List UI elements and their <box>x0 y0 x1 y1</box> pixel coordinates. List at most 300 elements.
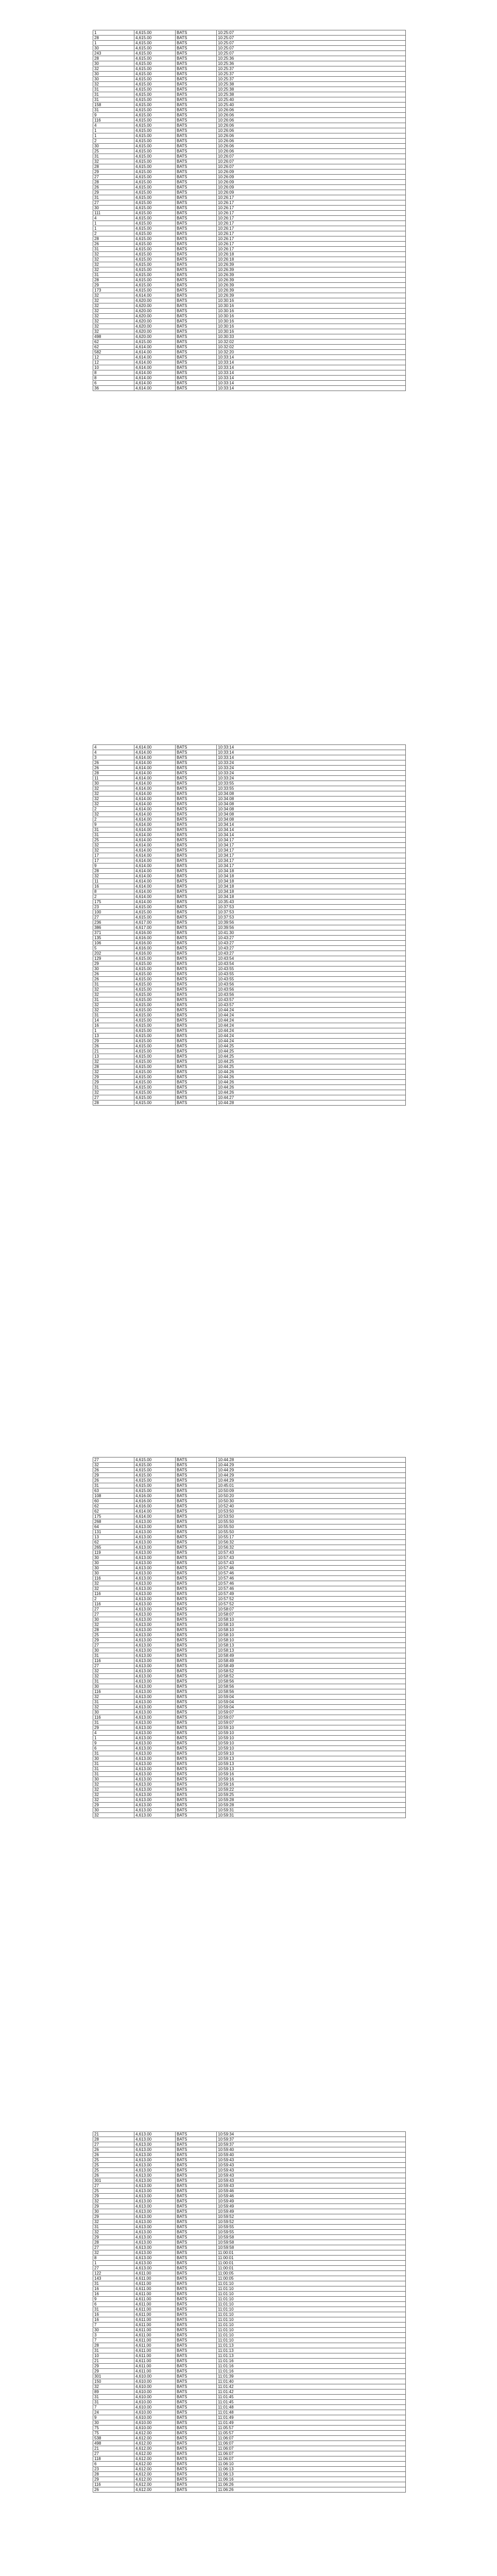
trade-price-cell: 4,613.00 <box>134 1602 176 1607</box>
trade-price-cell: 4,612.00 <box>134 2482 176 2487</box>
trade-price-cell: 4,615.00 <box>134 164 176 170</box>
trade-row <box>93 1761 406 1767</box>
trade-time-cell: 10:58:52 <box>217 1674 406 1679</box>
trade-quantity-cell: 32 <box>93 324 134 329</box>
trade-time-cell: 10:25:38 <box>217 82 406 87</box>
trade-price-cell: 4,615.00 <box>134 1090 176 1095</box>
trade-row <box>93 345 406 350</box>
trade-price-cell: 4,614.00 <box>134 365 176 370</box>
trade-price-cell: 4,611.00 <box>134 2281 176 2286</box>
trade-price-cell: 4,614.00 <box>134 293 176 298</box>
trade-exchange-cell: BATS <box>176 936 217 941</box>
trade-price-cell: 4,615.00 <box>134 1080 176 1085</box>
trade-time-cell: 10:59:07 <box>217 1710 406 1715</box>
trade-time-cell: 10:58:49 <box>217 1664 406 1669</box>
trade-row <box>93 1581 406 1586</box>
trade-quantity-cell: 1 <box>93 1028 134 1033</box>
trade-exchange-cell: BATS <box>176 967 217 972</box>
trade-quantity-cell: 27 <box>93 1607 134 1612</box>
trade-exchange-cell: BATS <box>176 61 217 66</box>
trade-exchange-cell: BATS <box>176 1028 217 1033</box>
trade-exchange-cell: BATS <box>176 175 217 180</box>
trade-time-cell: 10:26:06 <box>217 118 406 123</box>
trade-row <box>93 1622 406 1628</box>
trade-row <box>93 97 406 103</box>
trade-price-cell: 4,611.00 <box>134 2364 176 2369</box>
trade-exchange-cell: BATS <box>176 2189 217 2194</box>
trade-exchange-cell: BATS <box>176 2317 217 2323</box>
trade-time-cell: 10:32:20 <box>217 350 406 355</box>
trade-exchange-cell: BATS <box>176 1545 217 1550</box>
trade-exchange-cell: BATS <box>176 221 217 226</box>
trade-row <box>93 1033 406 1039</box>
trade-quantity-cell: 28 <box>93 56 134 61</box>
trade-exchange-cell: BATS <box>176 920 217 925</box>
trade-time-cell: 10:59:55 <box>217 2230 406 2235</box>
trade-exchange-cell: BATS <box>176 288 217 293</box>
trade-exchange-cell: BATS <box>176 781 217 786</box>
trade-row <box>93 2405 406 2410</box>
trade-exchange-cell: BATS <box>176 1100 217 1106</box>
trade-time-cell: 10:43:55 <box>217 977 406 982</box>
trade-quantity-cell: 26 <box>93 2147 134 2153</box>
trade-exchange-cell: BATS <box>176 2451 217 2456</box>
trade-price-cell: 4,613.00 <box>134 1633 176 1638</box>
trade-exchange-cell: BATS <box>176 2420 217 2426</box>
trade-quantity-cell: 30 <box>93 1684 134 1689</box>
trade-row <box>93 2173 406 2178</box>
trade-exchange-cell: BATS <box>176 1488 217 1494</box>
trade-time-cell: 10:50:30 <box>217 1499 406 1504</box>
trade-exchange-cell: BATS <box>176 1550 217 1555</box>
trade-time-cell: 10:44:26 <box>217 1070 406 1075</box>
trade-quantity-cell: 32 <box>93 257 134 262</box>
trade-quantity-cell: 582 <box>93 350 134 355</box>
trade-exchange-cell: BATS <box>176 2225 217 2230</box>
trade-quantity-cell: 62 <box>93 1509 134 1514</box>
trade-time-cell: 10:34:08 <box>217 812 406 817</box>
trade-price-cell: 4,613.00 <box>134 1803 176 1808</box>
trade-quantity-cell: 32 <box>93 992 134 997</box>
trade-quantity-cell: 122 <box>93 2271 134 2276</box>
trade-price-cell: 4,613.00 <box>134 1669 176 1674</box>
trade-exchange-cell: BATS <box>176 2456 217 2462</box>
trade-time-cell: 10:58:10 <box>217 1628 406 1633</box>
trade-exchange-cell: BATS <box>176 200 217 206</box>
trade-exchange-cell: BATS <box>176 796 217 802</box>
trade-time-cell: 10:43:27 <box>217 951 406 956</box>
trade-row <box>93 1044 406 1049</box>
trade-row <box>93 1468 406 1473</box>
trade-quantity-cell: 29 <box>93 2369 134 2374</box>
trade-exchange-cell: BATS <box>176 1705 217 1710</box>
trade-time-cell: 10:33:14 <box>217 376 406 381</box>
trade-row <box>93 1085 406 1090</box>
trade-price-cell: 4,613.00 <box>134 1622 176 1628</box>
trade-exchange-cell: BATS <box>176 1095 217 1100</box>
trade-time-cell: 10:34:08 <box>217 817 406 822</box>
trade-exchange-cell: BATS <box>176 82 217 87</box>
trade-price-cell: 4,615.00 <box>134 180 176 185</box>
trade-time-cell: 10:59:55 <box>217 2225 406 2230</box>
trade-time-cell: 10:43:57 <box>217 1003 406 1008</box>
trade-time-cell: 10:25:38 <box>217 92 406 97</box>
trade-row <box>93 2132 406 2137</box>
trade-price-cell: 4,613.00 <box>134 1705 176 1710</box>
trade-price-cell: 4,615.00 <box>134 1003 176 1008</box>
trade-time-cell: 10:57:46 <box>217 1576 406 1581</box>
trade-exchange-cell: BATS <box>176 1519 217 1524</box>
trade-row <box>93 987 406 992</box>
trade-exchange-cell: BATS <box>176 925 217 930</box>
trade-exchange-cell: BATS <box>176 874 217 879</box>
trade-price-cell: 4,614.00 <box>134 355 176 360</box>
trade-time-cell: 11:06:07 <box>217 2451 406 2456</box>
trade-time-cell: 10:33:55 <box>217 781 406 786</box>
trade-quantity-cell: 27 <box>93 175 134 180</box>
trade-exchange-cell: BATS <box>176 345 217 350</box>
trade-time-cell: 10:59:52 <box>217 2219 406 2225</box>
trade-exchange-cell: BATS <box>176 1044 217 1049</box>
trade-row <box>93 1777 406 1782</box>
trade-price-cell: 4,615.00 <box>134 1473 176 1478</box>
trade-row <box>93 1018 406 1023</box>
trade-price-cell: 4,615.00 <box>134 139 176 144</box>
trade-time-cell: 10:30:16 <box>217 329 406 334</box>
trade-quantity-cell: 28 <box>93 164 134 170</box>
trade-quantity-cell: 8 <box>93 370 134 376</box>
trade-row <box>93 118 406 123</box>
trade-row <box>93 936 406 941</box>
trade-row <box>93 812 406 817</box>
trade-price-cell: 4,614.00 <box>134 807 176 812</box>
trade-time-cell: 10:26:17 <box>217 216 406 221</box>
trade-exchange-cell: BATS <box>176 1468 217 1473</box>
trade-quantity-cell: 32 <box>93 2384 134 2389</box>
trade-exchange-cell: BATS <box>176 982 217 987</box>
trade-exchange-cell: BATS <box>176 1808 217 1813</box>
trade-time-cell: 10:37:53 <box>217 915 406 920</box>
trade-price-cell: 4,613.00 <box>134 2158 176 2163</box>
trade-time-cell: 11:01:13 <box>217 2343 406 2348</box>
trade-quantity-cell: 60 <box>93 1499 134 1504</box>
trade-row <box>93 2142 406 2147</box>
trade-exchange-cell: BATS <box>176 2477 217 2482</box>
trade-quantity-cell: 29 <box>93 1473 134 1478</box>
trade-quantity-cell: 31 <box>93 247 134 252</box>
trade-time-cell: 10:58:56 <box>217 1689 406 1694</box>
trade-time-cell: 11:00:01 <box>217 2256 406 2261</box>
trade-price-cell: 4,612.00 <box>134 2436 176 2441</box>
trade-quantity-cell: 202 <box>93 951 134 956</box>
trade-exchange-cell: BATS <box>176 1463 217 1468</box>
trade-row <box>93 360 406 365</box>
trade-exchange-cell: BATS <box>176 41 217 46</box>
trade-row <box>93 92 406 97</box>
trade-time-cell: 10:59:37 <box>217 2137 406 2142</box>
trade-exchange-cell: BATS <box>176 1566 217 1571</box>
trade-exchange-cell: BATS <box>176 807 217 812</box>
trade-price-cell: 4,615.00 <box>134 195 176 200</box>
trade-price-cell: 4,615.00 <box>134 1054 176 1059</box>
trade-row <box>93 139 406 144</box>
trade-time-cell: 10:30:16 <box>217 324 406 329</box>
trade-exchange-cell: BATS <box>176 2436 217 2441</box>
trade-quantity-cell: 30 <box>93 1555 134 1561</box>
trade-time-cell: 10:44:24 <box>217 1008 406 1013</box>
trade-exchange-cell: BATS <box>176 242 217 247</box>
trade-exchange-cell: BATS <box>176 766 217 771</box>
trade-time-cell: 10:26:06 <box>217 149 406 154</box>
trade-row <box>93 1090 406 1095</box>
trade-time-cell: 10:59:04 <box>217 1705 406 1710</box>
trade-row <box>93 36 406 41</box>
trade-price-cell: 4,620.00 <box>134 329 176 334</box>
trade-exchange-cell: BATS <box>176 1689 217 1694</box>
trade-exchange-cell: BATS <box>176 1458 217 1463</box>
trade-exchange-cell: BATS <box>176 2168 217 2173</box>
trade-row <box>93 1524 406 1530</box>
trade-quantity-cell: 150 <box>93 2379 134 2384</box>
trade-row <box>93 350 406 355</box>
trade-exchange-cell: BATS <box>176 750 217 755</box>
trade-time-cell: 10:25:40 <box>217 103 406 108</box>
trade-quantity-cell: 7 <box>93 2405 134 2410</box>
trade-time-cell: 10:26:39 <box>217 262 406 267</box>
trade-quantity-cell: 31 <box>93 1013 134 1018</box>
trade-price-cell: 4,613.00 <box>134 1612 176 1617</box>
trade-time-cell: 10:59:49 <box>217 2199 406 2204</box>
trade-price-cell: 4,613.00 <box>134 1741 176 1746</box>
trade-row <box>93 231 406 236</box>
trade-row <box>93 30 406 36</box>
trade-quantity-cell: 8 <box>93 2256 134 2261</box>
trade-time-cell: 10:34:08 <box>217 802 406 807</box>
trade-time-cell: 10:34:18 <box>217 879 406 884</box>
trade-quantity-cell: 2 <box>93 894 134 900</box>
trade-quantity-cell: 1 <box>93 30 134 36</box>
trade-quantity-cell: 32 <box>93 874 134 879</box>
trade-quantity-cell: 29 <box>93 1725 134 1731</box>
trade-exchange-cell: BATS <box>176 92 217 97</box>
trade-price-cell: 4,615.00 <box>134 51 176 56</box>
trade-quantity-cell: 32 <box>93 1622 134 1628</box>
trade-row <box>93 2477 406 2482</box>
trade-price-cell: 4,610.00 <box>134 2379 176 2384</box>
trade-quantity-cell: 32 <box>93 314 134 319</box>
trade-exchange-cell: BATS <box>176 252 217 257</box>
trade-exchange-cell: BATS <box>176 56 217 61</box>
trade-quantity-cell: 25 <box>93 838 134 843</box>
trade-price-cell: 4,615.00 <box>134 242 176 247</box>
trade-exchange-cell: BATS <box>176 802 217 807</box>
trade-price-cell: 4,614.00 <box>134 350 176 355</box>
trade-quantity-cell: 27 <box>93 1612 134 1617</box>
trade-quantity-cell: 30 <box>93 77 134 82</box>
trade-row <box>93 1782 406 1787</box>
trade-price-cell: 4,613.00 <box>134 1597 176 1602</box>
trade-time-cell: 11:06:13 <box>217 2467 406 2472</box>
trade-exchange-cell: BATS <box>176 231 217 236</box>
trade-price-cell: 4,615.00 <box>134 72 176 77</box>
trade-quantity-cell: 30 <box>93 1566 134 1571</box>
trade-quantity-cell: 29 <box>93 1039 134 1044</box>
trade-exchange-cell: BATS <box>176 1679 217 1684</box>
trade-quantity-cell: 16 <box>93 884 134 889</box>
trade-time-cell: 11:01:16 <box>217 2369 406 2374</box>
trade-row <box>93 1628 406 1633</box>
trade-exchange-cell: BATS <box>176 2415 217 2420</box>
trade-price-cell: 4,615.00 <box>134 170 176 175</box>
trade-price-cell: 4,615.00 <box>134 61 176 66</box>
trade-quantity-cell: 31 <box>93 1483 134 1488</box>
trade-row <box>93 2333 406 2338</box>
trade-row <box>93 1643 406 1648</box>
trade-row <box>93 843 406 848</box>
trade-time-cell: 10:44:25 <box>217 1049 406 1054</box>
trade-row <box>93 2436 406 2441</box>
trade-price-cell: 4,616.00 <box>134 936 176 941</box>
trade-row <box>93 262 406 267</box>
trade-exchange-cell: BATS <box>176 2359 217 2364</box>
trade-exchange-cell: BATS <box>176 1530 217 1535</box>
trade-time-cell: 10:45:01 <box>217 1483 406 1488</box>
trade-quantity-cell: 32 <box>93 159 134 164</box>
trade-exchange-cell: BATS <box>176 334 217 340</box>
trade-price-cell: 4,613.00 <box>134 2261 176 2266</box>
trade-price-cell: 4,615.00 <box>134 1483 176 1488</box>
trades-table-body <box>93 30 406 391</box>
trade-price-cell: 4,615.00 <box>134 1028 176 1033</box>
trade-time-cell: 10:43:55 <box>217 972 406 977</box>
trade-time-cell: 10:58:10 <box>217 1633 406 1638</box>
trade-price-cell: 4,614.00 <box>134 786 176 791</box>
trade-price-cell: 4,611.00 <box>134 2369 176 2374</box>
trade-exchange-cell: BATS <box>176 87 217 92</box>
trade-time-cell: 10:33:55 <box>217 786 406 791</box>
trade-time-cell: 10:25:36 <box>217 61 406 66</box>
trade-quantity-cell: 29 <box>93 961 134 967</box>
trade-exchange-cell: BATS <box>176 930 217 936</box>
trades-table-block-2 <box>93 744 406 1106</box>
trade-time-cell: 10:43:27 <box>217 936 406 941</box>
trade-exchange-cell: BATS <box>176 1023 217 1028</box>
trade-quantity-cell: 36 <box>93 386 134 391</box>
trade-quantity-cell: 8 <box>93 376 134 381</box>
trade-price-cell: 4,613.00 <box>134 1638 176 1643</box>
trade-exchange-cell: BATS <box>176 2286 217 2292</box>
trade-price-cell: 4,611.00 <box>134 2297 176 2302</box>
trade-exchange-cell: BATS <box>176 2384 217 2389</box>
trade-quantity-cell: 100 <box>93 910 134 915</box>
trade-exchange-cell: BATS <box>176 386 217 391</box>
trade-price-cell: 4,611.00 <box>134 2307 176 2312</box>
trade-time-cell: 11:01:10 <box>217 2338 406 2343</box>
trade-quantity-cell: 32 <box>93 2219 134 2225</box>
trade-price-cell: 4,615.00 <box>134 257 176 262</box>
trade-price-cell: 4,620.00 <box>134 324 176 329</box>
trade-time-cell: 10:37:53 <box>217 910 406 915</box>
trade-price-cell: 4,615.00 <box>134 97 176 103</box>
trade-time-cell: 10:59:31 <box>217 1813 406 1818</box>
trade-time-cell: 10:44:29 <box>217 1468 406 1473</box>
trade-time-cell: 10:59:22 <box>217 1787 406 1792</box>
trade-price-cell: 4,610.00 <box>134 2384 176 2389</box>
trade-price-cell: 4,613.00 <box>134 2163 176 2168</box>
trade-row <box>93 1741 406 1746</box>
trade-exchange-cell: BATS <box>176 2173 217 2178</box>
trade-quantity-cell: 116 <box>93 1576 134 1581</box>
trade-quantity-cell: 12 <box>93 355 134 360</box>
trade-price-cell: 4,615.00 <box>134 30 176 36</box>
trade-exchange-cell: BATS <box>176 113 217 118</box>
trade-price-cell: 4,612.00 <box>134 2441 176 2446</box>
trade-quantity-cell: 25 <box>93 2168 134 2173</box>
trade-quantity-cell: 14 <box>93 1018 134 1023</box>
trade-row <box>93 216 406 221</box>
trade-time-cell: 10:26:18 <box>217 252 406 257</box>
trade-row <box>93 190 406 195</box>
trade-row <box>93 170 406 175</box>
trade-exchange-cell: BATS <box>176 1555 217 1561</box>
trade-time-cell: 10:44:24 <box>217 1033 406 1039</box>
trade-quantity-cell: 4 <box>93 750 134 755</box>
trade-row <box>93 2194 406 2199</box>
trade-quantity-cell: 27 <box>93 1458 134 1463</box>
trade-time-cell: 10:26:39 <box>217 288 406 293</box>
trade-quantity-cell: 118 <box>93 2456 134 2462</box>
trade-row <box>93 1725 406 1731</box>
trade-price-cell: 4,613.00 <box>134 1756 176 1761</box>
trade-row <box>93 1772 406 1777</box>
trade-row <box>93 2137 406 2142</box>
trade-row <box>93 2163 406 2168</box>
trade-price-cell: 4,610.00 <box>134 2374 176 2379</box>
trade-exchange-cell: BATS <box>176 2199 217 2204</box>
trade-exchange-cell: BATS <box>176 2153 217 2158</box>
trade-price-cell: 4,613.00 <box>134 1664 176 1669</box>
trade-row <box>93 314 406 319</box>
trade-time-cell: 10:59:10 <box>217 1731 406 1736</box>
trade-exchange-cell: BATS <box>176 951 217 956</box>
trade-exchange-cell: BATS <box>176 1813 217 1818</box>
trade-exchange-cell: BATS <box>176 2132 217 2137</box>
trade-price-cell: 4,615.00 <box>134 1100 176 1106</box>
trade-row <box>93 2183 406 2189</box>
trade-price-cell: 4,615.00 <box>134 977 176 982</box>
trade-row <box>93 2312 406 2317</box>
trade-quantity-cell: 32 <box>93 1694 134 1700</box>
trade-quantity-cell: 4 <box>93 216 134 221</box>
trades-table-body <box>93 1458 406 1818</box>
trade-row <box>93 1756 406 1761</box>
trade-quantity-cell: 27 <box>93 1095 134 1100</box>
trade-time-cell: 10:26:17 <box>217 221 406 226</box>
trade-row <box>93 1075 406 1080</box>
trade-price-cell: 4,613.00 <box>134 2173 176 2178</box>
trade-exchange-cell: BATS <box>176 2142 217 2147</box>
trade-row <box>93 2297 406 2302</box>
trade-row <box>93 273 406 278</box>
trade-row <box>93 2369 406 2374</box>
trade-row <box>93 376 406 381</box>
trade-exchange-cell: BATS <box>176 992 217 997</box>
trade-price-cell: 4,611.00 <box>134 2348 176 2353</box>
trade-exchange-cell: BATS <box>176 278 217 283</box>
trade-exchange-cell: BATS <box>176 360 217 365</box>
trade-price-cell: 4,613.00 <box>134 2250 176 2256</box>
trade-time-cell: 10:52:40 <box>217 1504 406 1509</box>
